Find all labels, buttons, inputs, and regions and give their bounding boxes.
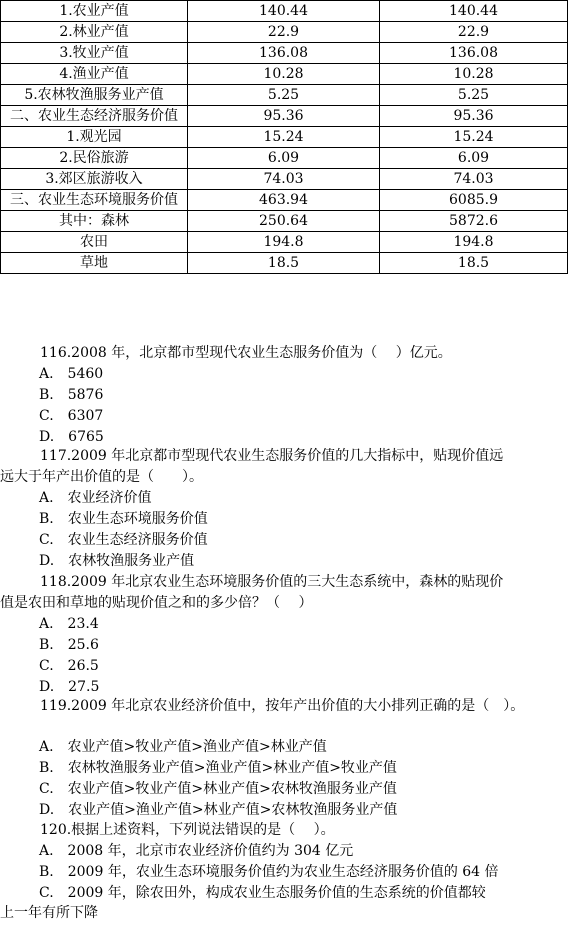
row-label: 农田 bbox=[1, 232, 188, 253]
question-120-stem: 120.根据上述资料，下列说法错误的是（ ）。 bbox=[40, 822, 335, 838]
value-2009: 140.44 bbox=[380, 1, 568, 22]
value-2009: 18.5 bbox=[380, 253, 568, 274]
question-117-option-b: B. 农业生态环境服务价值 bbox=[39, 511, 208, 527]
question-117-stem-continued: 远大于年产出价值的是（ ）。 bbox=[0, 469, 203, 485]
question-116-option-a: A. 5460 bbox=[39, 366, 104, 382]
question-120-option-c: C. 2009 年，除农田外，构成农业生态服务价值的生态系统的价值都较 bbox=[39, 885, 486, 901]
value-2009: 5.25 bbox=[380, 85, 568, 106]
row-label: 草地 bbox=[1, 253, 188, 274]
table-row bbox=[1, 232, 568, 253]
question-118-stem: 118.2009 年北京农业生态环境服务价值的三大生态系统中，森林的贴现价 bbox=[40, 574, 504, 590]
question-119-stem: 119.2009 年北京农业经济价值中，按年产出价值的大小排列正确的是（ ）。 bbox=[40, 698, 525, 714]
value-2008: 463.94 bbox=[188, 190, 380, 211]
table-row bbox=[1, 148, 568, 169]
question-118-stem-continued: 值是农田和草地的贴现价值之和的多少倍？（ ） bbox=[0, 595, 313, 611]
question-118-option-c: C. 26.5 bbox=[39, 658, 99, 674]
question-116-option-c: C. 6307 bbox=[39, 408, 104, 424]
row-label: 1.农业产值 bbox=[1, 1, 188, 22]
question-120-option-c-continued: 上一年有所下降 bbox=[0, 905, 98, 921]
table-row bbox=[1, 190, 568, 211]
value-2009: 136.08 bbox=[380, 43, 568, 64]
table-row bbox=[1, 253, 568, 274]
question-119-option-c: C. 农业产值>牧业产值>林业产值>农林牧渔服务业产值 bbox=[39, 781, 397, 797]
question-118-option-b: B. 25.6 bbox=[39, 637, 99, 653]
value-2009: 22.9 bbox=[380, 22, 568, 43]
question-117-option-c: C. 农业生态经济服务价值 bbox=[39, 532, 208, 548]
value-2008: 140.44 bbox=[188, 1, 380, 22]
question-116-stem: 116.2008 年，北京都市型现代农业生态服务价值为（ ）亿元。 bbox=[40, 345, 452, 361]
value-2008: 15.24 bbox=[188, 127, 380, 148]
question-120-option-a: A. 2008 年，北京市农业经济价值约为 304 亿元 bbox=[39, 843, 354, 859]
row-label: 3.郊区旅游收入 bbox=[1, 169, 188, 190]
value-2008: 22.9 bbox=[188, 22, 380, 43]
row-label: 4.渔业产值 bbox=[1, 64, 188, 85]
value-2009: 95.36 bbox=[380, 106, 568, 127]
table-row bbox=[1, 43, 568, 64]
value-2008: 194.8 bbox=[188, 232, 380, 253]
value-2008: 250.64 bbox=[188, 211, 380, 232]
row-label: 三、农业生态环境服务价值 bbox=[1, 190, 188, 211]
value-2008: 95.36 bbox=[188, 106, 380, 127]
value-2008: 10.28 bbox=[188, 64, 380, 85]
value-2008: 136.08 bbox=[188, 43, 380, 64]
question-119-option-d: D. 农业产值>渔业产值>林业产值>农林牧渔服务业产值 bbox=[39, 802, 398, 818]
question-119-option-b: B. 农林牧渔服务业产值>渔业产值>林业产值>牧业产值 bbox=[39, 760, 397, 776]
row-label: 二、农业生态经济服务价值 bbox=[1, 106, 188, 127]
table-row bbox=[1, 85, 568, 106]
question-116-option-b: B. 5876 bbox=[39, 387, 104, 403]
table-row bbox=[1, 106, 568, 127]
value-2009: 194.8 bbox=[380, 232, 568, 253]
value-2009: 15.24 bbox=[380, 127, 568, 148]
value-2008: 18.5 bbox=[188, 253, 380, 274]
row-label: 其中：森林 bbox=[1, 211, 188, 232]
row-label: 1.观光园 bbox=[1, 127, 188, 148]
row-label: 2.林业产值 bbox=[1, 22, 188, 43]
question-116-option-d: D. 6765 bbox=[39, 429, 104, 445]
value-2008: 74.03 bbox=[188, 169, 380, 190]
table-row bbox=[1, 211, 568, 232]
question-118-option-a: A. 23.4 bbox=[39, 616, 99, 632]
value-2009: 6.09 bbox=[380, 148, 568, 169]
value-2009: 5872.6 bbox=[380, 211, 568, 232]
table-row bbox=[1, 22, 568, 43]
question-117-option-a: A. 农业经济价值 bbox=[39, 490, 152, 506]
value-2009: 74.03 bbox=[380, 169, 568, 190]
data-table bbox=[0, 0, 568, 274]
table-row bbox=[1, 64, 568, 85]
question-120-option-b: B. 2009 年，农业生态环境服务价值约为农业生态经济服务价值的 64 倍 bbox=[39, 864, 499, 880]
value-2008: 6.09 bbox=[188, 148, 380, 169]
table-row bbox=[1, 169, 568, 190]
value-2008: 5.25 bbox=[188, 85, 380, 106]
question-119-option-a: A. 农业产值>牧业产值>渔业产值>林业产值 bbox=[39, 739, 327, 755]
row-label: 3.牧业产值 bbox=[1, 43, 188, 64]
table-row bbox=[1, 1, 568, 22]
value-2009: 6085.9 bbox=[380, 190, 568, 211]
row-label: 2.民俗旅游 bbox=[1, 148, 188, 169]
table-row bbox=[1, 127, 568, 148]
question-118-option-d: D. 27.5 bbox=[39, 679, 100, 695]
question-117-option-d: D. 农林牧渔服务业产值 bbox=[39, 553, 195, 569]
row-label: 5.农林牧渔服务业产值 bbox=[1, 85, 188, 106]
value-2009: 10.28 bbox=[380, 64, 568, 85]
question-117-stem: 117.2009 年北京都市型现代农业生态服务价值的几大指标中，贴现价值远 bbox=[40, 448, 504, 464]
